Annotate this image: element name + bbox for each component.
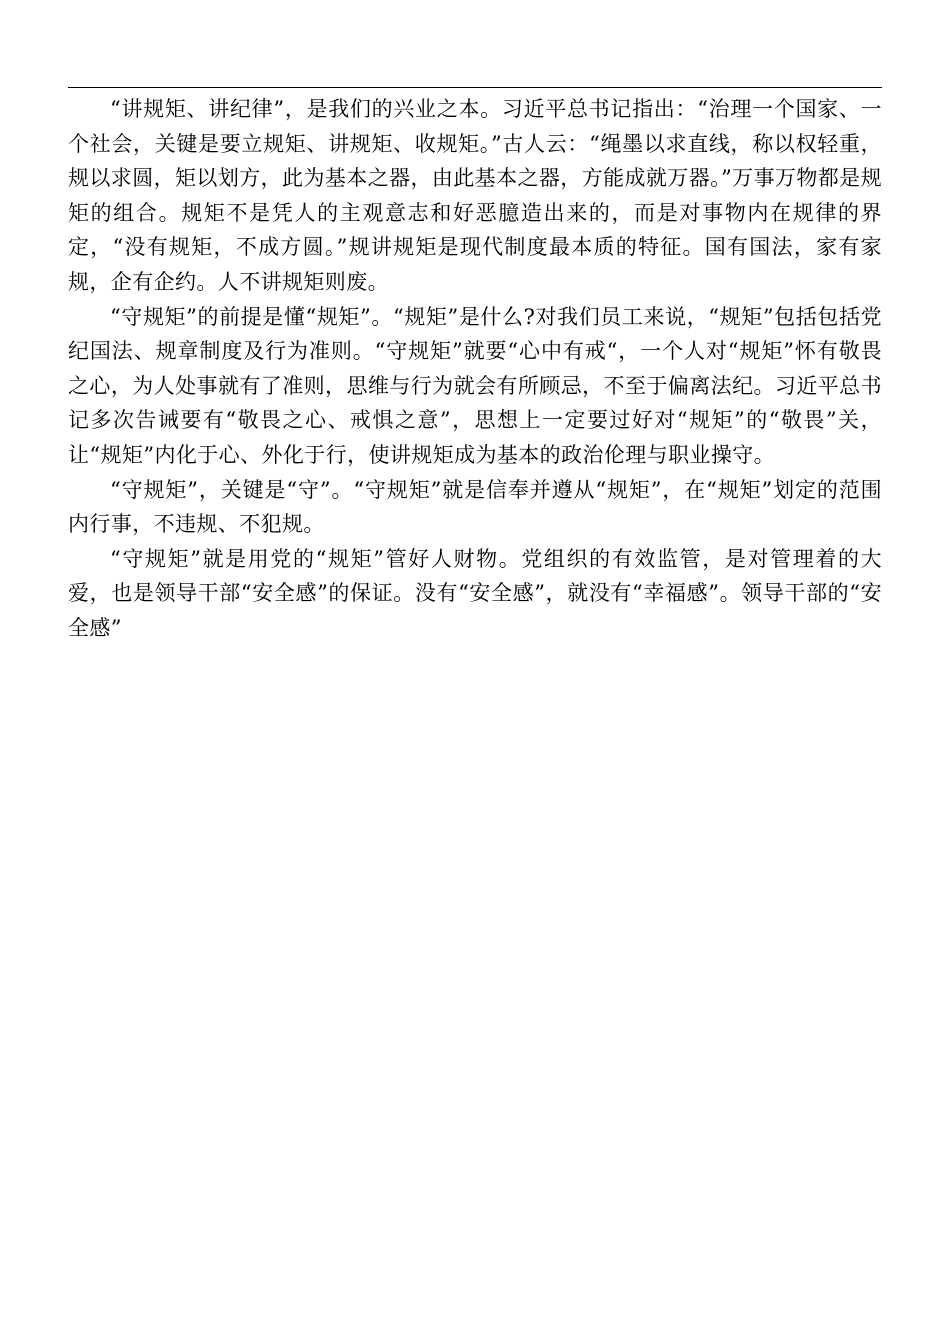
paragraph-2: “守规矩”的前提是懂“规矩”。“规矩”是什么?对我们员工来说，“规矩”包括包括党纪国法、规章制度及行为准则。“守规矩”就要“心中有戒“，一个人对“规矩”怀有敬畏之心，为人处事就有了准则，思维与行为就会有所顾忌，不至于偏离法纪。习近平总书记多次告诫要有“敬畏之心、戒惧之意”，思想上一定要过好对“规矩”的“敬畏”关，让“规矩”内化于心、外化于行，使讲规矩成为基本的政治伦理与职业操守。 (68, 304, 882, 467)
body-text (68, 92, 882, 646)
header-rule (68, 87, 882, 88)
paragraph-1: “讲规矩、讲纪律”，是我们的兴业之本。习近平总书记指出：“治理一个国家、一个社会，关键是要立规矩、讲规矩、收规矩。”古人云：“绳墨以求直线，称以权轻重，规以求圆，矩以划方，此为基本之器，由此基本之器，方能成就万器。”万事万物都是规矩的组合。规矩不是凭人的主观意志和好恶臆造出来的，而是对事物内在规律的界定，“没有规矩，不成方圆。”规讲规矩是现代制度最本质的特征。国有国法，家有家规，企有企约。人不讲规矩则废。 (68, 97, 882, 294)
paragraph-3: “守规矩”，关键是“守”。“守规矩”就是信奉并遵从“规矩”，在“规矩”划定的范围内行事，不违规、不犯规。 (68, 477, 882, 537)
paragraph-4: “守规矩”就是用党的“规矩”管好人财物。党组织的有效监管，是对管理着的大爱，也是领导干部“安全感”的保证。没有“安全感”，就没有“幸福感”。领导干部的“安全感” (68, 546, 882, 640)
